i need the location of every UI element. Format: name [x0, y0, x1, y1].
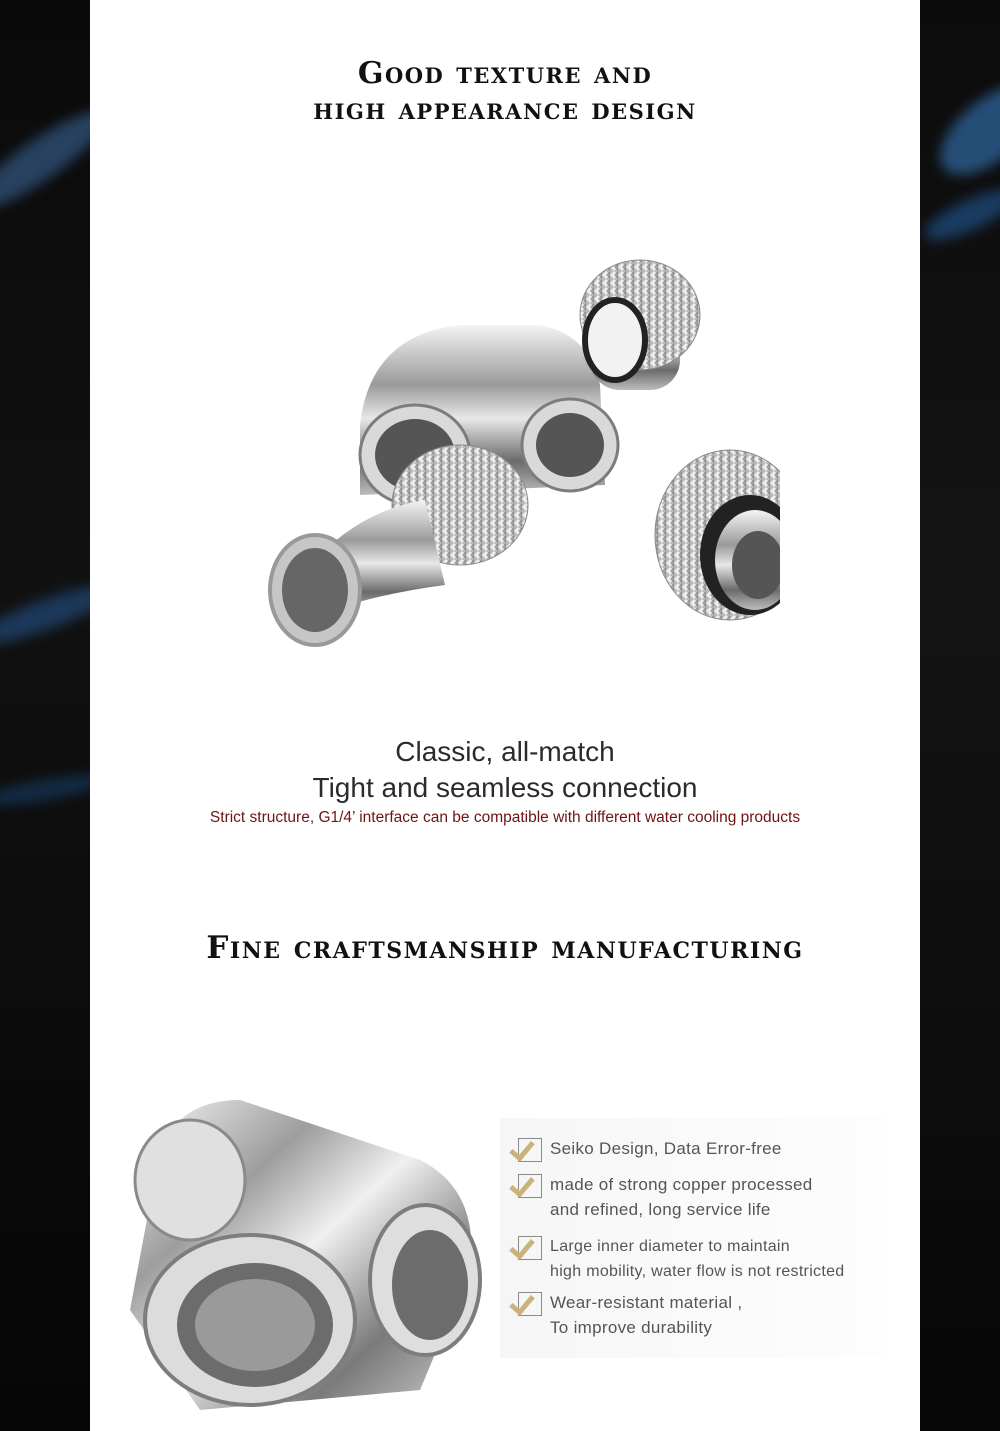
heading-line-1: Good texture and	[357, 56, 653, 91]
content-panel	[90, 0, 920, 1431]
heading-line-2: high appearance design	[313, 92, 697, 127]
feature-text: and refined, long service life	[550, 1200, 771, 1219]
feature-list	[500, 1118, 890, 1358]
feature-item	[518, 1136, 782, 1162]
check-icon	[518, 1138, 542, 1162]
feature-text: To improve durability	[550, 1318, 713, 1337]
right-border	[920, 0, 1000, 1431]
tee-fitting-image	[120, 1090, 490, 1420]
compatibility-note: Strict structure, G1/4’ interface can be compatible with different water cooling products	[209, 809, 801, 826]
check-icon	[518, 1292, 542, 1316]
check-icon	[518, 1174, 542, 1198]
feature-text: high mobility, water flow is not restricted	[550, 1263, 845, 1280]
left-border	[0, 0, 90, 1431]
subtitle-line-1: Classic, all-match	[395, 736, 615, 767]
section-heading: Fine craftsmanship manufacturing	[206, 930, 804, 966]
feature-item	[518, 1172, 813, 1222]
feature-item	[518, 1234, 845, 1284]
feature-text: Large inner diameter to maintain	[550, 1238, 790, 1255]
tee-fitting-assembly-image	[210, 255, 780, 655]
feature-text: Seiko Design, Data Error-free	[550, 1139, 782, 1158]
check-icon	[518, 1236, 542, 1260]
feature-item	[518, 1290, 742, 1340]
feature-text: Wear-resistant material ,	[550, 1293, 743, 1312]
feature-text: made of strong copper processed	[550, 1175, 813, 1194]
subtitle-line-2: Tight and seamless connection	[312, 772, 698, 803]
